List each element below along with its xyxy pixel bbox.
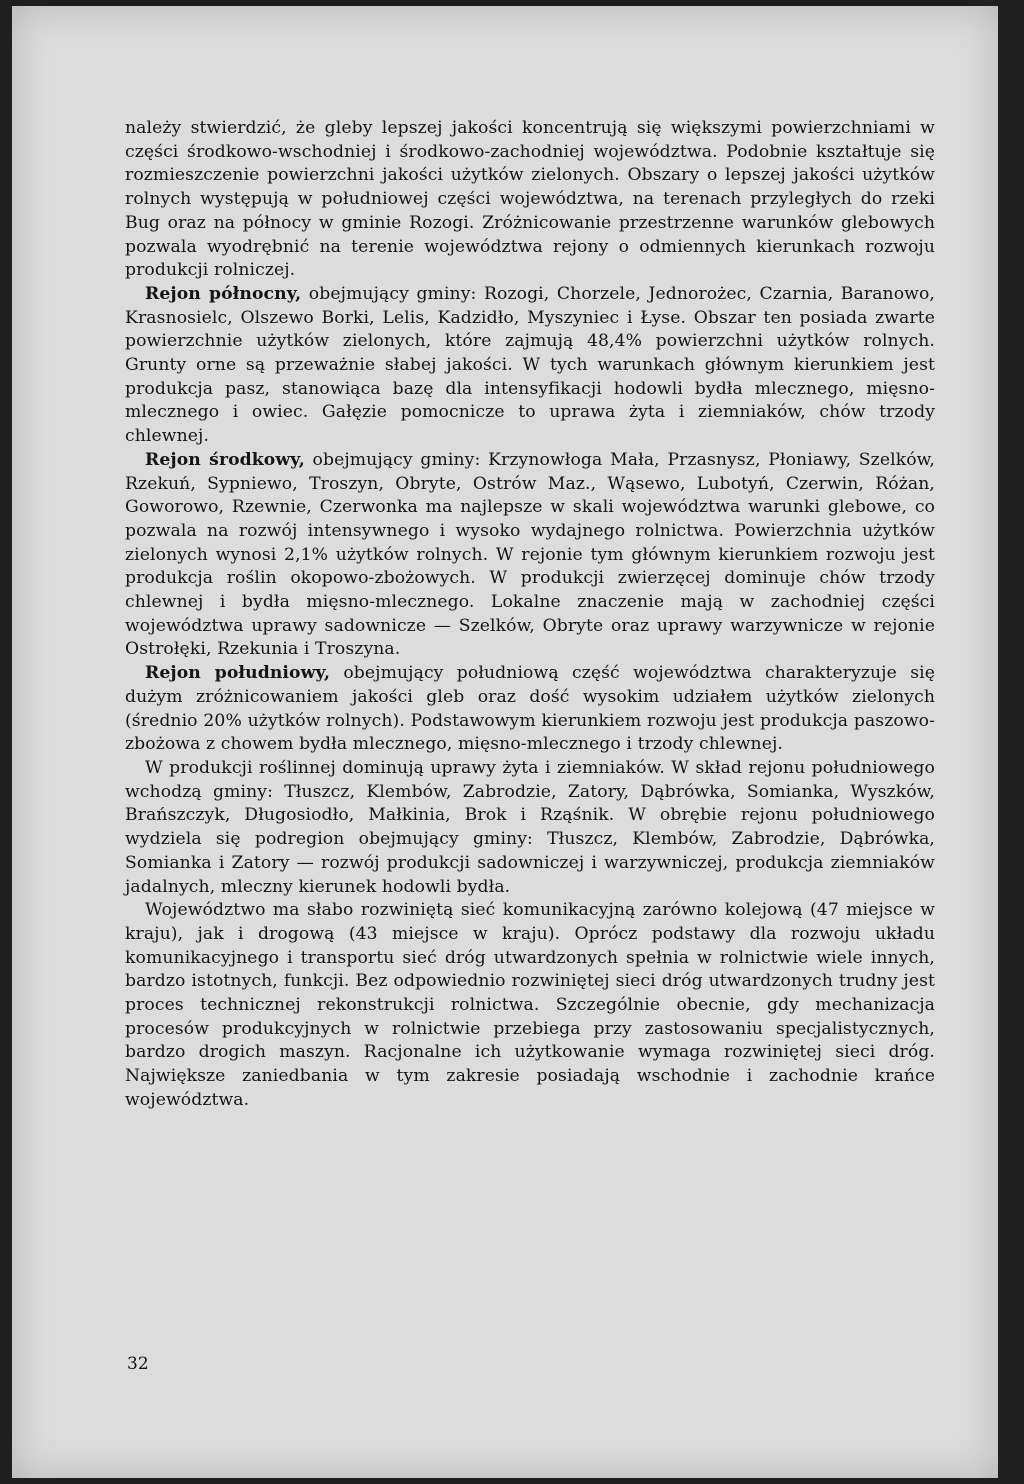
page-number: 32: [127, 1354, 149, 1374]
paragraph-southern-region: [125, 662, 935, 757]
paragraph-text: należy stwierdzić, że gleby lepszej jakości koncentrują się większymi powierzchniami w części środkowo-wschodniej i środkowo-zachodniej województwa. Podobnie kształtuje się rozmieszczenie powierzchni jakości użytków zielonych. Obszary o lepszej jakości użytków rolnych występują w południowej części województwa, na terenach przyległych do rzeki Bug oraz na północy w gminie Rozogi. Zróżnicowanie przestrzenne warunków glebowych pozwala wyodrębnić na terenie województwa rejony o odmiennych kierunkach rozwoju produkcji rolniczej.: [125, 118, 935, 281]
region-heading: Rejon północny,: [145, 283, 302, 304]
paragraph-road-network: [125, 899, 935, 1112]
paragraph-text: W produkcji roślinnej dominują uprawy żyta i ziemniaków. W skład rejonu południowego wchodzą gminy: Tłuszcz, Klembów, Zabrodzie, Zatory, Dąbrówka, Somianka, Wyszków, Brańszczyk, Długosiodło, Małkinia, Brok i Rząśnik. W obrębie rejonu południowego wydziela się podregion obejmujący gminy: Tłuszcz, Klembów, Zabrodzie, Dąbrówka, Somianka i Zatory — rozwój produkcji sadowniczej i warzywniczej, produkcja ziemniaków jadalnych, mleczny kierunek hodowli bydła.: [125, 757, 935, 897]
region-heading: Rejon środkowy,: [145, 449, 305, 470]
body-text: [125, 117, 935, 1113]
region-heading: Rejon południowy,: [145, 663, 331, 684]
paragraph-northern-region: [125, 283, 935, 449]
book-page: [12, 6, 998, 1478]
paragraph-central-region: [125, 449, 935, 662]
paragraph-text: obejmujący południową część województwa charakteryzuje się dużym zróżnicowaniem jakości gleb oraz dość wysokim udziałem użytków zielonych (średnio 20% użytków rolnych). Podstawowym kierunkiem rozwoju jest produkcja paszowo-zbożowa z chowem bydła mlecznego, mięsno-mlecznego i trzody chlewnej.: [125, 663, 935, 755]
paragraph-text: obejmujący gminy: Krzynowłoga Mała, Przasnysz, Płoniawy, Szelków, Rzekuń, Sypniewo, Troszyn, Obryte, Ostrów Maz., Wąsewo, Lubotyń, Czerwin, Różan, Goworowo, Rzewnie, Czerwonka ma najlepsze w skali województwa warunki glebowe, co pozwala na rozwój intensywnego i wysoko wydajnego rolnictwa. Powierzchnia użytków zielonych wynosi 2,1% użytków rolnych. W rejonie tym głównym kierunkiem rozwoju jest produkcja roślin okopowo-zbożowych. W produkcji zwierzęcej dominuje chów trzody chlewnej i bydła mięsno-mlecznego. Lokalne znaczenie mają w zachodniej części województwa uprawy sadownicze — Szelków, Obryte oraz uprawy warzywnicze w rejonie Ostrołęki, Rzekunia i Troszyna.: [125, 449, 935, 660]
paragraph-soil-quality: [125, 117, 935, 283]
paragraph-crop-production: [125, 757, 935, 899]
paragraph-text: Województwo ma słabo rozwiniętą sieć komunikacyjną zarówno kolejową (47 miejsce w kraju), jak i drogową (43 miejsce w kraju). Oprócz podstawy dla rozwoju układu komunikacyjnego i transportu sieć dróg utwardzonych spełnia w rolnictwie wiele innych, bardzo istotnych, funkcji. Bez odpowiednio rozwiniętej sieci dróg utwardzonych trudny jest proces technicznej rekonstrukcji rolnictwa. Szczególnie obecnie, gdy mechanizacja procesów produkcyjnych w rolnictwie przebiega przy zastosowaniu specjalistycznych, bardzo drogich maszyn. Racjonalne ich użytkowanie wymaga rozwiniętej sieci dróg. Największe zaniedbania w tym zakresie posiadają wschodnie i zachodnie krańce województwa.: [125, 900, 935, 1110]
paragraph-text: obejmujący gminy: Rozogi, Chorzele, Jednorożec, Czarnia, Baranowo, Krasnosielc, Olszewo Borki, Lelis, Kadzidło, Myszyniec i Łyse. Obszar ten posiada zwarte powierzchnie użytków zielonych, które zajmują 48,4% powierzchni użytków rolnych. Grunty orne są przeważnie słabej jakości. W tych warunkach głównym kierunkiem jest produkcja pasz, stanowiąca bazę dla intensyfikacji hodowli bydła mlecznego, mięsno-mlecznego i owiec. Gałęzie pomocnicze to uprawa żyta i ziemniaków, chów trzody chlewnej.: [125, 283, 935, 447]
